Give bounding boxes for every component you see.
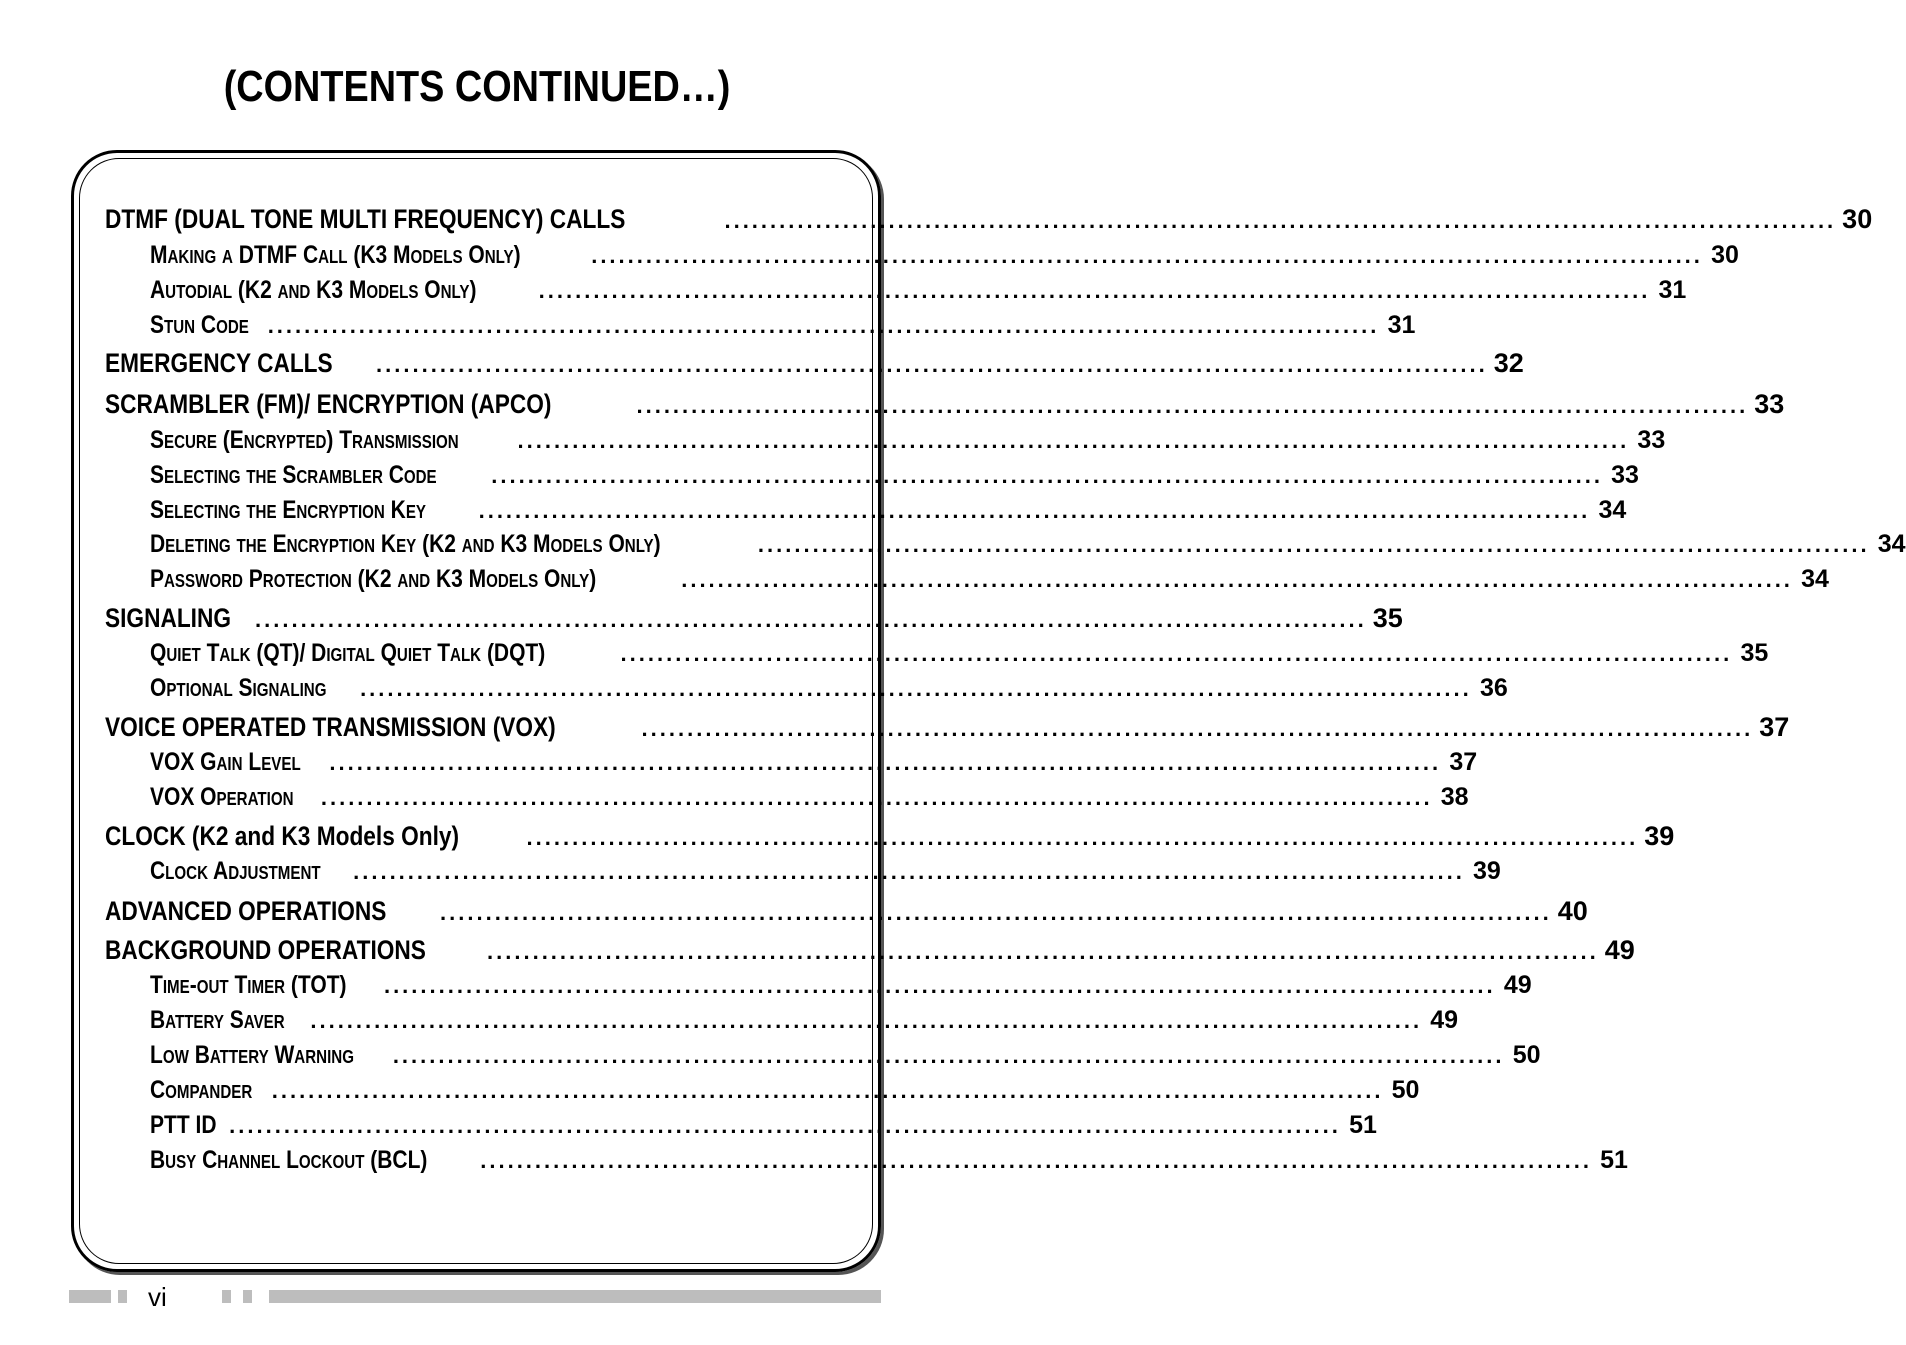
toc-leader-dots: ..........................................................................................................................: [229, 1113, 1341, 1138]
toc-leader-dots: ..........................................................................................................................: [376, 352, 1488, 377]
toc-subentry[interactable]: [150, 1146, 1628, 1175]
toc-entry-label: Quiet Talk (QT)/ Digital Quiet Talk (DQT): [150, 639, 546, 667]
toc-entry-label: Secure (Encrypted) Transmission: [150, 426, 459, 454]
toc-entry-page: 33: [1754, 389, 1785, 419]
toc-subentry[interactable]: [150, 783, 1469, 812]
toc-entry[interactable]: [105, 348, 1524, 379]
toc-entry-page: 50: [1512, 1041, 1541, 1069]
toc-entry-label: Selecting the Scrambler Code: [150, 461, 437, 489]
toc-leader-dots: ..........................................................................................................................: [636, 393, 1749, 418]
toc-entry-page: 33: [1637, 426, 1666, 454]
toc-entry-label: Low Battery Warning: [150, 1041, 354, 1069]
toc-leader-dots: ..........................................................................................................................: [757, 532, 1870, 557]
toc-entry[interactable]: [105, 821, 1675, 852]
toc-entry-page: 38: [1440, 783, 1469, 811]
toc-entry-label: PTT ID: [150, 1111, 217, 1139]
toc-entry-page: 51: [1349, 1111, 1377, 1139]
toc-entry[interactable]: [105, 712, 1790, 743]
toc-entry-label: Time-out Timer (TOT): [150, 971, 347, 999]
toc-leader-dots: ..........................................................................................................................: [526, 825, 1639, 850]
toc-leader-dots: ..........................................................................................................................: [440, 900, 1552, 925]
toc-entry-label: Making a DTMF Call (K3 Models Only): [150, 241, 521, 269]
page-number: vi: [148, 1282, 167, 1312]
toc-entry-page: 32: [1493, 348, 1524, 378]
toc-leader-dots: ..........................................................................................................................: [255, 607, 1367, 632]
footer-bar: [243, 1290, 252, 1303]
toc-entry-label: EMERGENCY CALLS: [105, 348, 333, 378]
toc-entry-label: BACKGROUND OPERATIONS: [105, 935, 426, 965]
toc-leader-dots: ..........................................................................................................................: [480, 1148, 1592, 1173]
toc-entry-page: 37: [1449, 748, 1478, 776]
toc-entry-page: 35: [1740, 639, 1769, 667]
toc-entry-page: 35: [1372, 603, 1403, 633]
toc-entry-label: ADVANCED OPERATIONS: [105, 896, 387, 926]
toc-leader-dots: ..........................................................................................................................: [641, 716, 1754, 741]
toc-leader-dots: ..........................................................................................................................: [267, 313, 1380, 338]
footer-bar: [269, 1290, 881, 1303]
toc-entry-page: 34: [1801, 565, 1829, 593]
toc-entry-page: 51: [1600, 1146, 1628, 1174]
toc-entry-label: Battery Saver: [150, 1006, 285, 1034]
toc-entry-page: 36: [1479, 674, 1508, 702]
toc-leader-dots: ..........................................................................................................................: [360, 676, 1472, 701]
toc-entry-label: Optional Signaling: [150, 674, 327, 702]
toc-entry[interactable]: [105, 603, 1403, 634]
toc-entry-page: 37: [1759, 712, 1790, 742]
toc-entry[interactable]: [105, 204, 1873, 235]
toc-entry-label: Password Protection (K2 and K3 Models Only): [150, 565, 597, 593]
toc-subentry[interactable]: [150, 565, 1829, 594]
toc-entry-page: 49: [1604, 935, 1635, 965]
toc-entry-page: 39: [1644, 821, 1675, 851]
toc-entry-page: 39: [1473, 857, 1501, 885]
toc-entry-page: 49: [1430, 1006, 1459, 1034]
toc-leader-dots: ..........................................................................................................................: [353, 859, 1465, 884]
toc-entry-page: 31: [1387, 311, 1416, 339]
toc-entry-label: DTMF (DUAL TONE MULTI FREQUENCY) CALLS: [105, 204, 626, 234]
toc-entry-label: VOX Gain Level: [150, 748, 301, 776]
toc-entry-page: 34: [1877, 530, 1906, 558]
toc-leader-dots: ..........................................................................................................................: [681, 567, 1793, 592]
toc-subentry[interactable]: [150, 461, 1639, 490]
toc-subentry[interactable]: [150, 530, 1906, 559]
toc-entry[interactable]: [105, 935, 1635, 966]
toc-leader-dots: ..........................................................................................................................: [491, 463, 1603, 488]
toc-leader-dots: ..........................................................................................................................: [487, 939, 1599, 964]
toc-subentry[interactable]: [150, 639, 1769, 668]
toc-entry-page: 30: [1711, 241, 1739, 269]
toc-entry[interactable]: [105, 896, 1588, 927]
toc-entry-label: VOICE OPERATED TRANSMISSION (VOX): [105, 712, 556, 742]
toc-leader-dots: ..........................................................................................................................: [320, 785, 1433, 810]
toc-entry-label: Stun Code: [150, 311, 249, 339]
toc-entry-page: 34: [1598, 496, 1627, 524]
toc-entry-label: Compander: [150, 1076, 253, 1104]
toc-entry[interactable]: [105, 389, 1785, 420]
toc-subentry[interactable]: [150, 857, 1501, 886]
toc-leader-dots: ..........................................................................................................................: [329, 750, 1442, 775]
toc-entry-page: 40: [1557, 896, 1588, 926]
toc-entry-label: CLOCK (K2 and K3 Models Only): [105, 821, 460, 851]
page-footer: [0, 1282, 954, 1322]
toc-entry-label: VOX Operation: [150, 783, 294, 811]
toc-entry-label: Deleting the Encryption Key (K2 and K3 Models Only): [150, 530, 661, 558]
toc-entry-label: Selecting the Encryption Key: [150, 496, 427, 524]
footer-bar: [69, 1290, 111, 1303]
toc-subentry[interactable]: [150, 276, 1687, 305]
toc-entry-label: Clock Adjustment: [150, 857, 321, 885]
toc-entry-page: 31: [1658, 276, 1687, 304]
toc-leader-dots: ..........................................................................................................................: [724, 208, 1837, 233]
footer-bar: [222, 1290, 231, 1303]
toc-entry-label: Autodial (K2 and K3 Models Only): [150, 276, 477, 304]
toc-subentry[interactable]: [150, 674, 1508, 703]
toc-leader-dots: ..........................................................................................................................: [383, 973, 1496, 998]
toc-leader-dots: ..........................................................................................................................: [517, 428, 1630, 453]
toc-entry-label: SIGNALING: [105, 603, 232, 633]
toc-subentry[interactable]: [150, 971, 1532, 1000]
toc-subentry[interactable]: [150, 1076, 1420, 1105]
toc-leader-dots: ..........................................................................................................................: [620, 641, 1733, 666]
toc-leader-dots: ..........................................................................................................................: [392, 1043, 1505, 1068]
toc-subentry[interactable]: [150, 1041, 1541, 1070]
toc-entry-label: SCRAMBLER (FM)/ ENCRYPTION (APCO): [105, 389, 552, 419]
toc-subentry[interactable]: [150, 748, 1478, 777]
toc-entry-page: 50: [1391, 1076, 1420, 1104]
toc-entry-page: 33: [1611, 461, 1639, 489]
toc-leader-dots: ..........................................................................................................................: [478, 498, 1591, 523]
page-title: (CONTENTS CONTINUED…): [223, 62, 731, 111]
toc-subentry[interactable]: [150, 1111, 1377, 1140]
toc-entry-page: 30: [1842, 204, 1873, 234]
toc-subentry[interactable]: [150, 1006, 1459, 1035]
toc-entry-page: 49: [1503, 971, 1532, 999]
toc-subentry[interactable]: [150, 311, 1416, 340]
footer-bar: [118, 1290, 127, 1303]
toc-subentry[interactable]: [150, 241, 1739, 270]
toc-leader-dots: ..........................................................................................................................: [310, 1008, 1423, 1033]
toc-leader-dots: ..........................................................................................................................: [271, 1078, 1384, 1103]
toc-leader-dots: ..........................................................................................................................: [591, 243, 1703, 268]
toc-leader-dots: ..........................................................................................................................: [538, 278, 1651, 303]
toc-subentry[interactable]: [150, 496, 1627, 525]
toc-subentry[interactable]: [150, 426, 1666, 455]
toc-entry-label: Busy Channel Lockout (BCL): [150, 1146, 428, 1174]
